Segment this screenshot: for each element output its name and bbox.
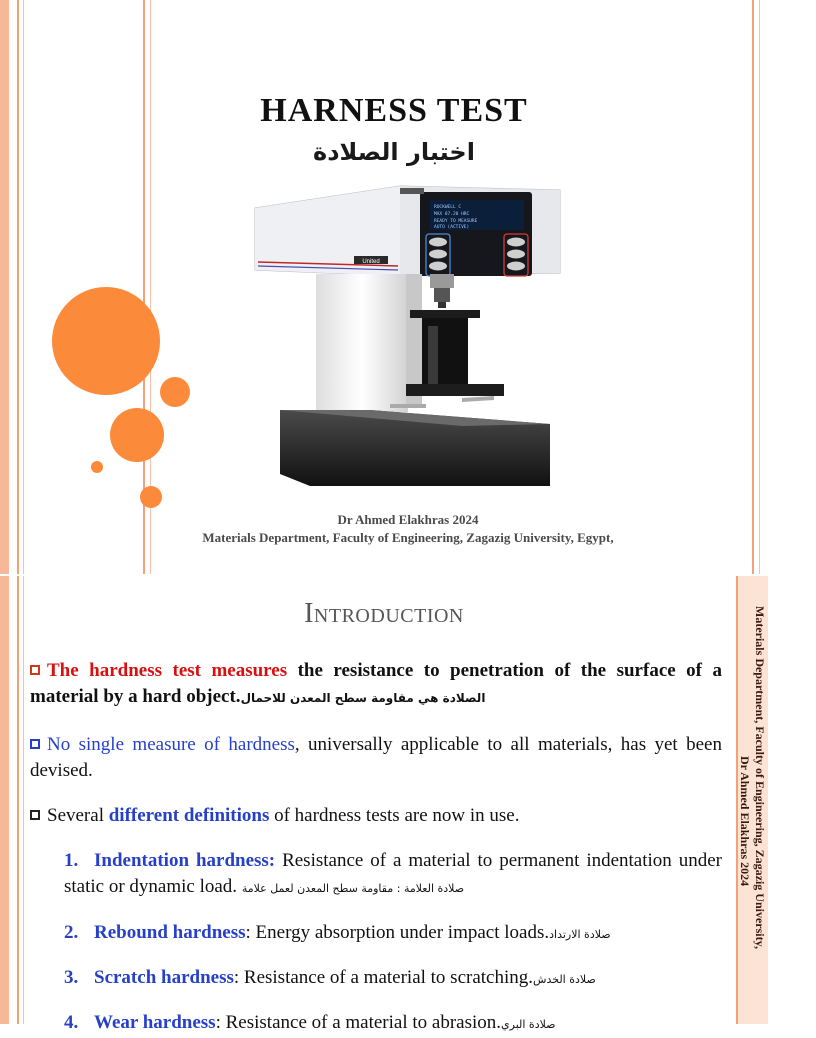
bullet-definitions-text: of hardness tests are now in use. — [269, 805, 520, 826]
bullet-definition-highlight: The hardness test measures — [47, 660, 288, 681]
decor-line — [759, 0, 760, 574]
list-item-rebound — [64, 920, 722, 948]
brand-label: United — [362, 259, 380, 265]
decor-circle-large — [52, 287, 160, 395]
checkbox-bullet-icon — [30, 739, 40, 749]
display-line-3: READY TO MEASURE — [434, 219, 478, 224]
decor-line — [17, 576, 19, 1024]
display-line-4: AUTO (ACTIVE) — [434, 225, 470, 230]
bullet-no-single-highlight: No single measure of hardness — [47, 734, 295, 755]
side-credit-line-1: Materials Department, Faculty of Engineering, Zagazig University, — [753, 606, 767, 949]
list-item-indentation — [64, 848, 722, 902]
list-description: : Resistance of a material to scratching. — [233, 967, 534, 988]
left-accent-band — [0, 576, 9, 1024]
list-term: Wear hardness — [94, 1012, 216, 1033]
list-description: : Resistance of a material to abrasion. — [215, 1012, 502, 1033]
decor-circle-small — [140, 486, 162, 508]
list-number: 2. — [64, 922, 79, 943]
decor-line — [23, 0, 24, 574]
hardness-tester-image — [250, 178, 560, 496]
slide-title-arabic: اختبار الصلادة — [313, 138, 475, 166]
bullet-definition-arabic: الصلادة هي مقاومة سطح المعدن للاحمال — [240, 691, 486, 705]
list-arabic: صلادة العلامة : مقاومة سطح المعدن لعمل علامة — [241, 882, 465, 895]
decor-line — [23, 576, 24, 1024]
list-term: Indentation hardness: — [94, 850, 276, 871]
department-line: Materials Department, Faculty of Engineering, Zagazig University, Egypt, — [202, 530, 614, 545]
list-item-scratch — [64, 965, 722, 993]
decor-circle-tiny — [91, 461, 103, 473]
decor-circle-medium — [110, 408, 164, 462]
checkbox-bullet-icon — [30, 665, 40, 675]
bullet-definition — [30, 658, 722, 711]
checkbox-bullet-icon — [30, 810, 40, 820]
list-arabic: صلادة الارتداد — [549, 928, 611, 941]
decor-line — [752, 0, 754, 574]
bullet-no-single-text: , universally applicable to all materials, has yet been devised. — [30, 734, 722, 781]
list-number: 3. — [64, 967, 79, 988]
list-term: Rebound hardness — [94, 922, 246, 943]
side-credit-line-2: Dr Ahmed Elakhras 2024 — [738, 756, 752, 887]
list-item-wear — [64, 1010, 722, 1038]
decor-circle-small — [160, 377, 190, 407]
list-arabic: صلادة الخدش — [533, 973, 596, 986]
bullet-definitions-highlight: different definitions — [108, 805, 270, 826]
display-line-1: ROCKWELL C — [434, 205, 462, 210]
display-line-2: MAX 87.20 HRC — [434, 212, 470, 217]
list-number: 1. — [64, 850, 79, 871]
section-heading: Introduction — [304, 598, 464, 629]
bullet-definition-text: the resistance to penetration of the surface of a material by a hard object. — [30, 660, 722, 707]
list-description: Resistance of a material to permanent indentation under static or dynamic load. — [64, 850, 722, 897]
list-description: : Energy absorption under impact loads. — [245, 922, 550, 943]
slide-title-text: HARNESS TEST — [260, 92, 528, 129]
list-number: 4. — [64, 1012, 79, 1033]
bullet-definitions — [30, 803, 722, 829]
slide-introduction — [0, 576, 768, 1033]
side-credit — [738, 606, 768, 1024]
bullet-no-single-measure — [30, 732, 722, 784]
decor-line — [17, 0, 19, 574]
bullet-definitions-start: Several — [47, 805, 109, 826]
list-arabic: صلادة البري — [501, 1018, 556, 1031]
list-term: Scratch hardness — [94, 967, 234, 988]
author-line: Dr Ahmed Elakhras 2024 — [337, 512, 479, 527]
left-accent-band — [0, 0, 9, 574]
